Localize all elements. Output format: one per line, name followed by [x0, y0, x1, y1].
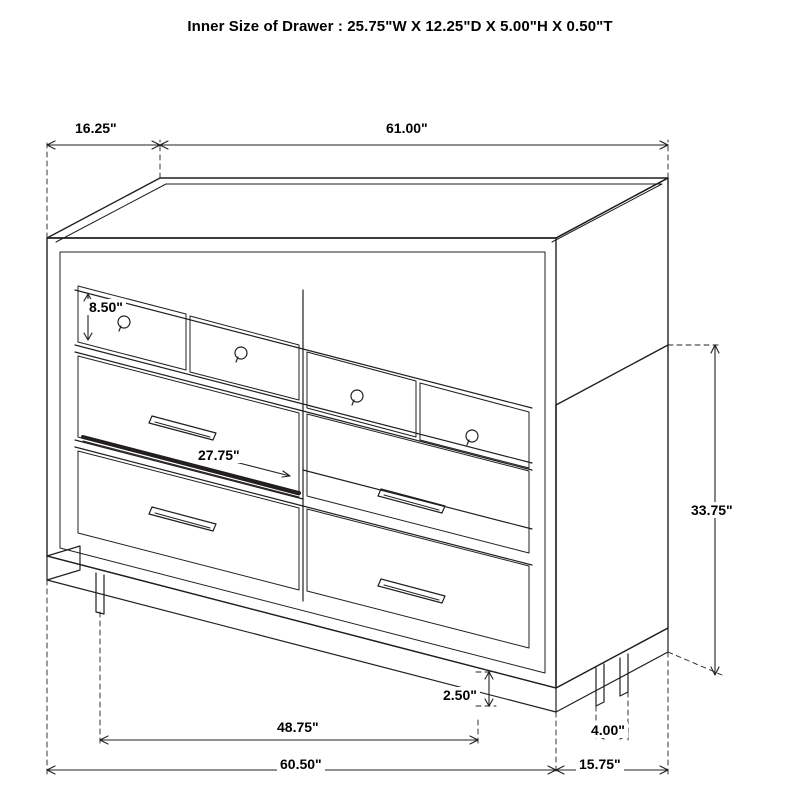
dim-plinth-height: 2.50" [440, 687, 480, 703]
drawer-pull [149, 416, 216, 440]
page-title: Inner Size of Drawer : 25.75"W X 12.25"D X 5.00"H X 0.50"T [187, 18, 613, 35]
dim-base-width-inner: 48.75" [274, 719, 322, 735]
foot [596, 664, 604, 706]
drawer-pull [378, 489, 445, 513]
drawer-pull [149, 507, 216, 531]
plinth-side [556, 628, 668, 712]
drawer-knob [351, 390, 363, 405]
dresser-top [47, 178, 668, 238]
drawer-pull [378, 579, 445, 603]
dim-base-width-outer: 60.50" [277, 756, 325, 772]
drawer-knob [235, 347, 247, 362]
drawer-knob [466, 430, 478, 445]
dim-width-top: 61.00" [383, 120, 431, 136]
dim-drawer-front-width: 27.75" [195, 447, 243, 463]
dim-drawer-front-height: 8.50" [86, 299, 126, 315]
dim-depth-top-left: 16.25" [72, 120, 120, 136]
dim-foot-depth: 4.00" [588, 722, 628, 738]
drawer-knob [118, 316, 130, 331]
dim-base-depth: 15.75" [576, 756, 624, 772]
dresser-side-panel [556, 178, 668, 405]
dim-height-right: 33.75" [688, 502, 736, 518]
